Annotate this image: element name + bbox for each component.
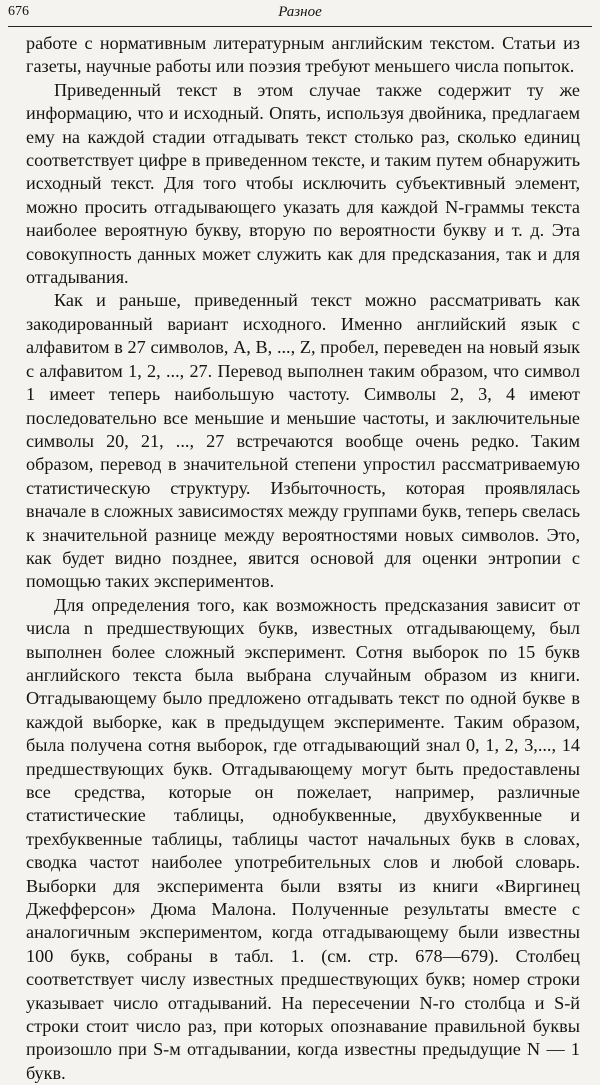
paragraph-3: Как и раньше, приведенный текст можно рассматривать как закодированный вариант исходного. Именно английский язык с алфавитом в 27 символов, A, B, ..., Z, пробел, переведен на новый язык с алфавитом 1, 2, ..., 27. Перевод выполнен таким образом, что символ 1 имеет теперь наибольшую частоту. Символы 2, 3, 4 имеют последовательно все меньшие и меньшие частоты, и заключительные символы 20, 21, ..., 27 встречаются вообще очень редко. Таким образом, перевод в значительной степени упростил рассматриваемую статистическую структуру. Избыточность, которая проявлялась вначале в сложных зависимостях между группами букв, теперь свелась к значительной разнице между вероятностями новых символов. Это, как будет видно позднее, явится основой для оценки энтропии с помощью таких экспериментов. (26, 290, 580, 592)
body-text (26, 32, 580, 1085)
paragraph-2: Приведенный текст в этом случае также содержит ту же информацию, что и исходный. Опять, используя двойника, предлагаем ему на каждой стадии отгадывать текст столько раз, сколько единиц соответствует цифре в приведенном тексте, и таким путем обнаружить исходный текст. Для того чтобы исключить субъективный элемент, можно просить отгадывающего указать для каждой N-граммы текста наиболее вероятную букву, вторую по вероятности букву и т. д. Эта совокупность данных может служить как для предсказания, так и для отгадывания. (26, 79, 580, 288)
page-number: 676 (8, 4, 29, 19)
running-title: Разное (278, 4, 322, 20)
page-header (8, 2, 592, 27)
paragraph-1: работе с нормативным литературным английским текстом. Статьи из газеты, научные работы или поэзия требуют меньшего числа попыток. (26, 33, 580, 77)
paragraph-4: Для определения того, как возможность предсказания зависит от числа n предшествующих букв, известных отгадывающему, был выполнен более сложный эксперимент. Сотня выборок по 15 букв английского текста была выбрана случайным образом из книги. Отгадывающему было предложено отгадывать текст по одной букве в каждой выборке, как в предыдущем эксперименте. Таким образом, была получена сотня выборок, где отгадывающий знал 0, 1, 2, 3,..., 14 предшествующих букв. Отгадывающему могут быть предоставлены все средства, которые он пожелает, например, различные статистические таблицы, однобуквенные, двухбуквенные и трехбуквенные таблицы, таблицы частот начальных букв в словах, сводка частот наиболее употребительных слов и любой словарь. Выборки для эксперимента были взяты из книги «Виргинец Джефферсон» Дюма Малона. Полученные результаты вместе с аналогичным экспериментом, когда отгадывающему были известны 100 букв, собраны в табл. 1. (см. стр. 678—679). Столбец соответствует числу известных предшествующих букв; номер строки указывает число отгадываний. На пересечении N-го столбца и S-й строки стоит число раз, при которых опознавание правильной буквы произошло при S-м отгадывании, когда известны предыдущие N — 1 букв. (26, 594, 580, 1083)
